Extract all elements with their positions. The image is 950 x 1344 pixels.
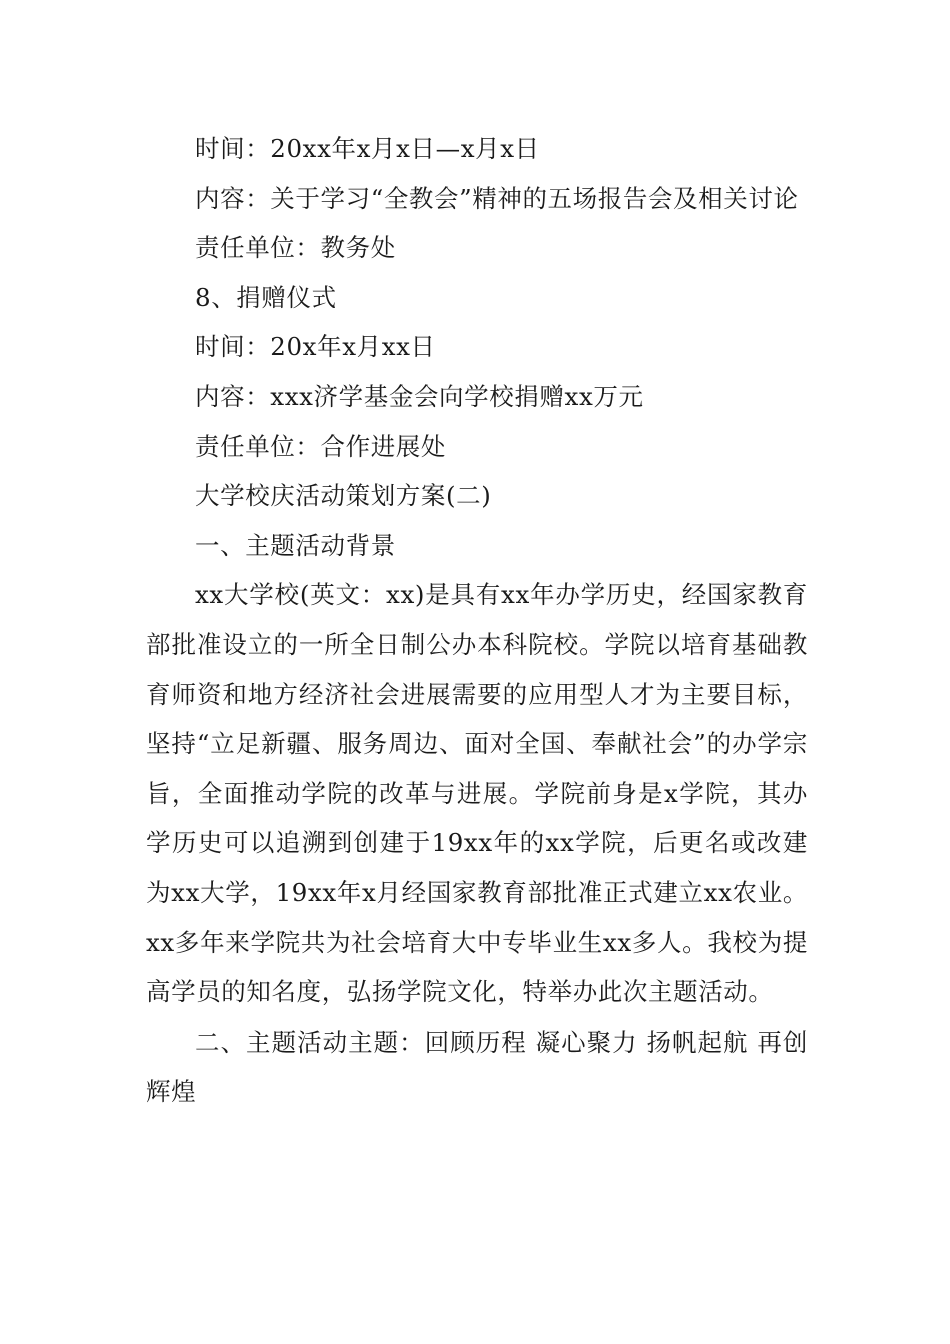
paragraph-plan-title: 大学校庆活动策划方案(二) <box>195 481 492 511</box>
paragraph-heading-theme: 二、主题活动主题：回顾历程 凝心聚力 扬帆起航 再创辉煌 <box>146 1027 808 1107</box>
paragraph-background-body: xx大学校(英文：xx)是具有xx年办学历史，经国家教育部批准设立的一所全日制公办本科院校。学院以培育基础教育师资和地方经济社会进展需要的应用型人才为主要目标，坚持“立足新疆、服务周边、面对全国、奉献社会”的办学宗旨，全面推动学院的改革与进展。学院前身是x学院，其办学历史可以追溯到创建于19xx年的xx学院，后更名或改建为xx大学，19xx年x月经国家教育部批准正式建立xx农业。xx多年来学院共为社会培育大中专毕业生xx多人。我校为提高学员的知名度，弘扬学院文化，特举办此次主题活动。 <box>146 580 808 1007</box>
paragraph-donation-content: 内容：xxx济学基金会向学校捐赠xx万元 <box>195 381 644 411</box>
paragraph-responsible-unit: 责任单位：教务处 <box>195 233 396 263</box>
paragraph-heading-background: 一、主题活动背景 <box>195 530 396 560</box>
document-body <box>146 124 808 1117</box>
paragraph-content: 内容：关于学习“全教会”精神的五场报告会及相关讨论 <box>195 183 799 213</box>
paragraph-donation-unit: 责任单位：合作进展处 <box>195 431 446 461</box>
paragraph-section-donation: 8、捐赠仪式 <box>195 282 337 312</box>
paragraph-donation-time: 时间：20x年x月xx日 <box>195 332 436 362</box>
paragraph-time: 时间：20xx年x月x日—x月x日 <box>195 134 540 163</box>
